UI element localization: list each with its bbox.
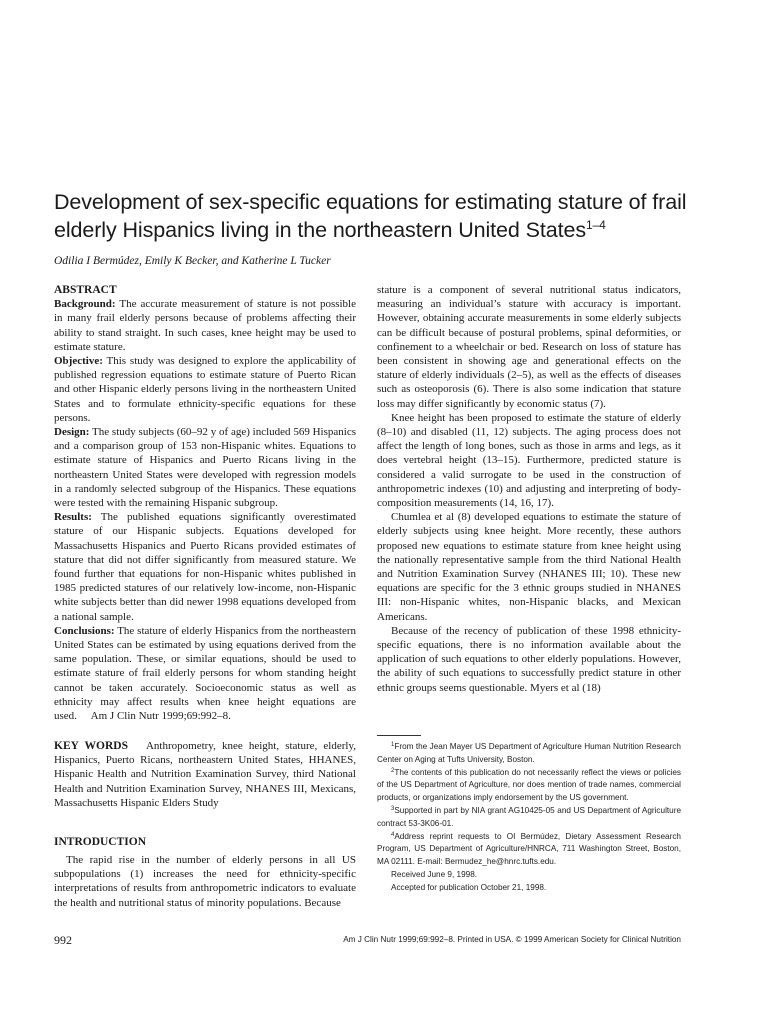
- accepted-date: [377, 882, 681, 895]
- body-right-column: [377, 283, 681, 695]
- footnote-marker: 4: [391, 831, 395, 838]
- abstract-citation: Am J Clin Nutr 1999;69:992–8.: [90, 710, 231, 723]
- abstract-background-label: Background:: [54, 298, 116, 311]
- abstract-conclusions: [54, 624, 356, 723]
- abstract-background-text: The accurate measurement of stature is not possible in many frail elderly persons because of problems affecting their ability to stand straight. In such cases, knee height may be used to estimate stature.: [54, 298, 356, 353]
- footnote-text: Supported in part by NIA grant AG10425-05 and US Department of Agriculture contract 53-3K06-01.: [377, 805, 681, 828]
- footnote: [377, 805, 681, 831]
- footnote: [377, 741, 681, 767]
- abstract-conclusions-label: Conclusions:: [54, 624, 115, 637]
- footnote-marker: 1: [391, 742, 395, 748]
- body-paragraph-1: stature is a component of several nutritional status indicators, measuring an individual’s stature with accuracy is important. However, obtaining accurate measurements in some elderly subjects can be difficult because of postural problems, spinal deformities, or confinement to a wheelchair or bed. Research on loss of stature has been consistent in showing age and generational effects on the stature of elderly individuals (2–5), as well as the effects of diseases such as osteoporosis (6). There is also some indication that stature loss may differ significantly by economic status (7).: [377, 284, 681, 410]
- footnote-text: The contents of this publication do not necessarily reflect the views or policies of the US Department of Agriculture, nor does mention of trade names, commercial products, or organizations imply endorsement by the US government.: [377, 767, 681, 803]
- page-number: 992: [54, 933, 72, 947]
- body-paragraph-3: Chumlea et al (8) developed equations to estimate the stature of elderly subjects using knee height. More recently, these authors proposed new equations to estimate stature from knee height using the nationally representative sample from the third National Health and Nutrition Examination Survey (NHANES III; 10). These new equations are specific for the 3 ethnic groups studied in NHANES III: non-Hispanic whites, non-Hispanic blacks, and Mexican Americans.: [377, 511, 681, 623]
- footnote-text: From the Jean Mayer US Department of Agriculture Human Nutrition Research Center on Aging at Tufts University, Boston.: [377, 742, 681, 764]
- footnote-divider: [377, 735, 421, 736]
- abstract-results-label: Results:: [54, 511, 92, 524]
- abstract-conclusions-text: The stature of elderly Hispanics from the northeastern United States can be estimated by using equations derived from the same population. These, or similar equations, should be used to estimate stature of frail elderly persons for whom standing height cannot be taken accurately. Socioeconomic status as well as ethnicity may affect results when knee height equations are used.: [54, 624, 356, 723]
- footnote-text: Address reprint requests to OI Bermúdez, Dietary Assessment Research Program, US Department of Agriculture/HNRCA, 711 Washington Street, Boston, MA 02111. E-mail: Bermudez_he@hnrc.tufts.edu.: [377, 831, 681, 867]
- article-title-text: Development of sex-specific equations for estimating stature of frail elderly Hispanics living in the northeastern United States: [54, 190, 687, 242]
- abstract-background: [54, 297, 356, 354]
- abstract-results: [54, 510, 356, 624]
- footnote: [377, 831, 681, 869]
- footnotes: [377, 741, 681, 895]
- abstract-heading: ABSTRACT: [54, 284, 117, 296]
- received-date: [377, 869, 681, 882]
- abstract-objective: [54, 354, 356, 425]
- body-paragraph-2: Knee height has been proposed to estimate the stature of elderly (8–10) and disabled (11, 12) subjects. The aging process does not affect the length of long bones, such as those in arms and legs, as it does vertebral height (13–15). Furthermore, predicted stature is considered a valid surrogate to be used in the construction of anthropometric indexes (10) and adjusting and interpreting of body-composition measurements (14, 16, 17).: [377, 411, 681, 510]
- title-footnote-refs: 1–4: [585, 218, 606, 232]
- author-list: Odilia I Bermúdez, Emily K Becker, and Katherine L Tucker: [54, 255, 331, 267]
- abstract-section: [54, 283, 356, 723]
- received-date-text: Received June 9, 1998.: [391, 869, 478, 879]
- abstract-design-label: Design:: [54, 426, 90, 439]
- abstract-design-text: The study subjects (60–92 y of age) included 569 Hispanics and a comparison group of 153 non-Hispanic whites. Equations to estimate stature of Hispanics and Puerto Ricans living in the northeastern United States were developed with regression models in a randomly selected subgroup of the Hispanics. These equations were tested with the remaining Hispanic subgroup.: [54, 426, 356, 510]
- key-words-heading: KEY WORDS: [54, 740, 128, 752]
- footnote-marker: 3: [391, 805, 395, 812]
- abstract-design: [54, 425, 356, 510]
- key-words: [54, 739, 356, 810]
- key-words-text: Anthropometry, knee height, stature, elderly, Hispanics, Puerto Ricans, northeastern United States, HHANES, Hispanic Health and Nutrition Examination Survey, third National Health and Nutrition Examination Survey, NHANES III, Mexicans, Massachusetts Hispanic Elders Study: [54, 740, 356, 809]
- journal-citation-footer: Am J Clin Nutr 1999;69:992–8. Printed in USA. © 1999 American Society for Clinical Nutrition: [343, 935, 681, 944]
- body-paragraph-4: Because of the recency of publication of these 1998 ethnicity-specific equations, there is no information available about the application of such equations to other elderly populations. However, the ability of such equations to successfully predict stature in other ethnic groups seems questionable. Myers et al (18): [377, 624, 681, 694]
- introduction-heading: INTRODUCTION: [54, 836, 147, 848]
- introduction-text: The rapid rise in the number of elderly persons in all US subpopulations (1) increases the need for ethnicity-specific interpretations of results from anthropometric indicators to evaluate the health and nutritional status of minority populations. Because: [54, 854, 356, 909]
- abstract-results-text: The published equations significantly overestimated stature of our Hispanic subjects. Equations developed for Massachusetts Hispanics and Puerto Ricans provided estimates of stature that did not differ significantly from measured stature. We found further that equations for non-Hispanic whites published in 1985 predicted statures of our relatively low-income, non-Hispanic white subjects better than did newer 1998 equations developed from a national sample.: [54, 511, 356, 623]
- footnote-marker: 2: [391, 767, 395, 774]
- footnote: [377, 767, 681, 805]
- abstract-objective-label: Objective:: [54, 355, 103, 368]
- abstract-objective-text: This study was designed to explore the applicability of published regression equations to estimate stature of Puerto Rican and other Hispanic elderly persons living in the northeastern United States and to formulate ethnicity-specific equations for these persons.: [54, 355, 356, 424]
- accepted-date-text: Accepted for publication October 21, 1998.: [391, 882, 547, 892]
- article-title: [54, 188, 724, 244]
